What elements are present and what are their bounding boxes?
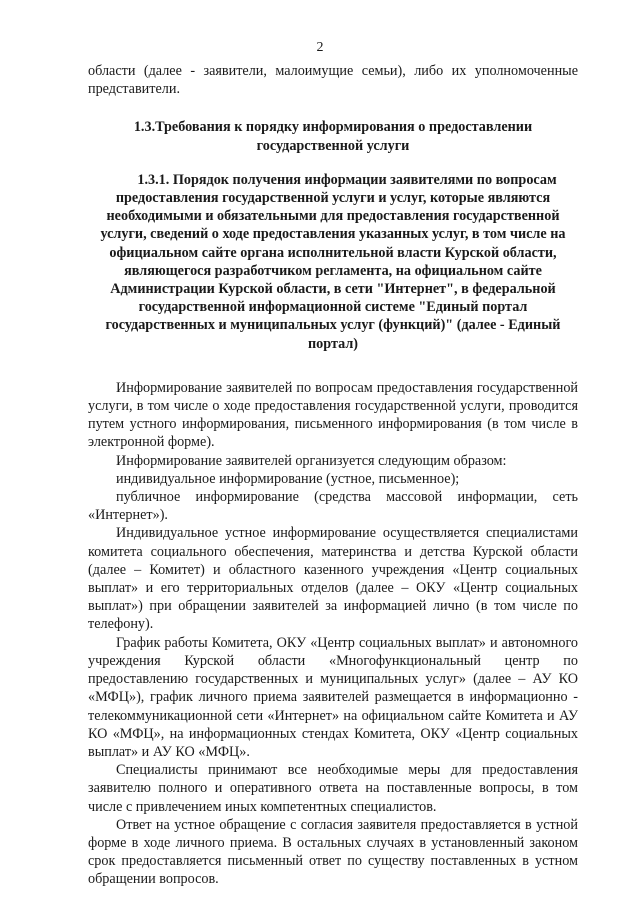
section-1-3-heading: 1.3.Требования к порядку информирования о предоставлении государственной услуги (133, 119, 533, 154)
section-1-3-1-heading: 1.3.1. Порядок получения информации заявителями по вопросам предоставления государственной услуги и услуг, которые являются необходимыми и обязательными для предоставления государственной услуги, сведений о ходе предоставления указанных услуг, в том числе на официальном сайте органа исполнительной власти Курской области, являющегося разработчиком регламента, на официальном сайте Администрации Курской области, в сети "Интернет", в федеральной государственной информационной системе "Единый портал государственных и муниципальных услуг (функций)" (далее - Единый портал) (100, 171, 566, 352)
section-1-3-1-body (88, 379, 578, 889)
paragraph-informing: Информирование заявителей по вопросам предоставления государственной услуги, в том числе о ходе предоставления государственной услуги, проводится путем устного информирования, письменного информирования (в том числе в электронной форме). (88, 379, 578, 451)
paragraph-specialists: Специалисты принимают все необходимые меры для предоставления заявителю полного и оперативного ответа на поставленные вопросы, в том числе с привлечением иных компетентных специалистов. (88, 762, 578, 815)
paragraph-oral-answer: Ответ на устное обращение с согласия заявителя предоставляется в устной форме в ходе личного приема. В остальных случаях в установленный законом срок предоставляется письменный ответ по существу поставленных в устном обращении вопросов. (88, 816, 578, 888)
paragraph-schedule: График работы Комитета, ОКУ «Центр социальных выплат» и автономного учреждения Курской области «Многофункциональный центр по предоставлению государственных и муниципальных услуг» (далее – АУ КО «МФЦ»), график личного приема заявителей размещается в информационно - телекоммуникационной сети «Интернет» на официальном сайте Комитета и АУ КО «МФЦ», на информационных стендах Комитета, ОКУ «Центр социальных выплат» и АУ КО «МФЦ». (88, 634, 578, 760)
paragraph-organization: Информирование заявителей организуется следующим образом: (116, 452, 507, 469)
paragraph-public: публичное информирование (средства массовой информации, сеть «Интернет»). (88, 489, 578, 524)
paragraph-individual: индивидуальное информирование (устное, письменное); (116, 470, 460, 487)
document-body (88, 62, 578, 889)
paragraph-oral-informing: Индивидуальное устное информирование осуществляется специалистами комитета социального обеспечения, материнства и детства Курской области (далее – Комитет) и областного казенного учреждения «Центр социальных выплат» и его территориальных отделов (далее – ОКУ «Центр социальных выплат») при обращении заявителей за информацией лично (в том числе по телефону). (88, 525, 578, 633)
intro-paragraph: области (далее - заявители, малоимущие семьи), либо их уполномоченные представители. (88, 63, 578, 98)
page-number: 2 (316, 40, 324, 55)
